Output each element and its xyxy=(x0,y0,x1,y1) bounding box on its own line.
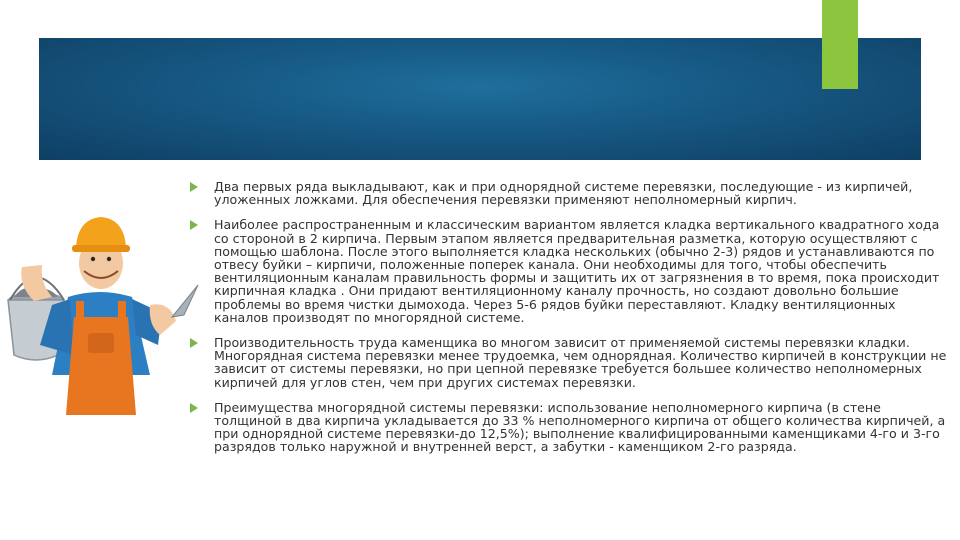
strap-left xyxy=(76,301,84,323)
accent-bar xyxy=(822,0,858,89)
bullet-list xyxy=(190,180,950,466)
bullet-arrow-icon xyxy=(190,338,198,348)
left-eye xyxy=(91,257,95,261)
bullet-text: Производительность труда каменщика во многом зависит от применяемой системы перевязки кладки. Многорядная система перевязки менее трудоемка, чем однорядная. Количество кирпичей в конструкции не зависит от системы перевязки, но при цепной перевязке требуется большее количество неполномерных кирпичей для углов стен, чем при других системах перевязки. xyxy=(214,335,947,390)
bib-pocket xyxy=(88,333,114,353)
bullet-arrow-icon xyxy=(190,182,198,192)
construction-worker-illustration xyxy=(0,205,200,415)
right-eye xyxy=(107,257,111,261)
bullet-text: Два первых ряда выкладывают, как и при однорядной системе перевязки, последующие - из кирпичей, уложенных ложками. Для обеспечения перевязки применяют неполномерный кирпич. xyxy=(214,179,913,208)
bullet-text: Наиболее распространенным и классическим вариантом является кладка вертикального квадратного хода со стороной в 2 кирпича. Первым этапом является предварительная разметка, которую осуществляют с помощью шаблона. После этого выполняется кладка нескольких (обычно 2-3) рядов и устанавливаются по отвесу буйки – кирпичи, положенные поперек канала. Они необходимы для того, чтобы обеспечить вентиляционным каналам правильность формы и защитить их от загрязнения в то время, пока происходит кирпичная кладка . Они придают вентиляционному каналу прочность, но создают довольно большие проблемы во время чистки дымохода. Через 5-6 рядов буйки переставляют. Кладку вентиляционных каналов производят по многорядной системе. xyxy=(214,217,940,325)
title-banner xyxy=(39,38,921,160)
bullet-arrow-icon xyxy=(190,403,198,413)
hard-hat xyxy=(76,217,126,247)
hard-hat-brim xyxy=(72,245,130,252)
list-item xyxy=(190,336,950,389)
bullet-arrow-icon xyxy=(190,220,198,230)
list-item xyxy=(190,401,950,454)
strap-right xyxy=(118,301,126,323)
overalls xyxy=(66,317,136,415)
list-item xyxy=(190,218,950,324)
list-item xyxy=(190,180,950,206)
bullet-text: Преимущества многорядной системы перевязки: использование неполномерного кирпича (в стене толщиной в два кирпича укладывается до 33 % неполномерного кирпича от общего количества кирпичей, а при однорядной системе перевязки-до 12,5%); выполнение квалифицированными каменщиками 4-го и 3-го разрядов только наружной и внутренней верст, а забутки - каменщиком 2-го разряда. xyxy=(214,399,946,455)
